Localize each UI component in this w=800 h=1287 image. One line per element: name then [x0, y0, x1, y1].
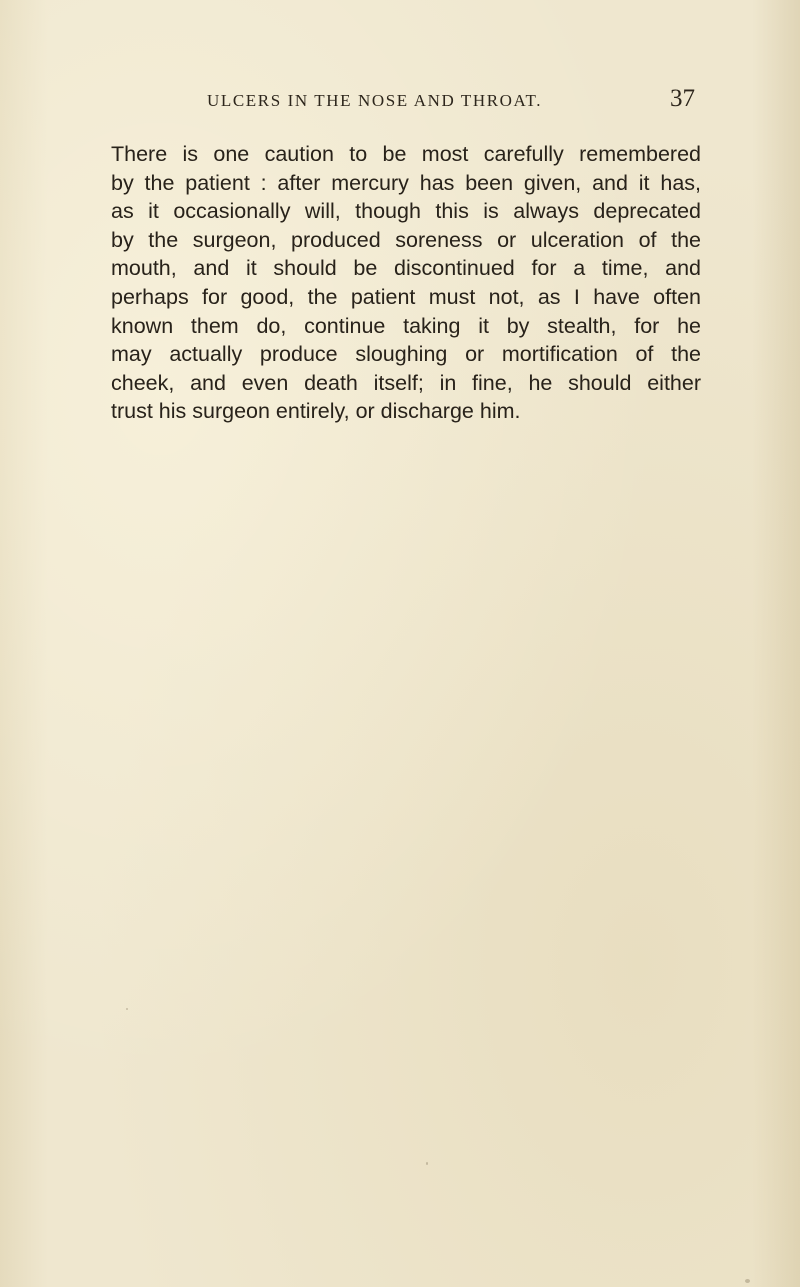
page-number: 37 — [670, 85, 695, 112]
running-title: ULCERS IN THE NOSE AND THROAT. — [207, 91, 543, 110]
paper-speck — [426, 1162, 428, 1165]
running-head — [207, 85, 707, 121]
text-line: cheek, and even death itself; in fine, he should either — [111, 370, 701, 395]
text-line: known them do, continue taking it by stealth, for he — [111, 313, 701, 338]
text-line: may actually produce sloughing or mortification of the — [111, 342, 701, 367]
text-line: perhaps for good, the patient must not, as I have often — [111, 284, 701, 309]
text-line: by the surgeon, produced soreness or ulceration of the — [111, 227, 701, 252]
text-line: by the patient : after mercury has been given, and it has, — [111, 170, 701, 195]
text-line: mouth, and it should be discontinued for a time, and — [111, 256, 701, 281]
text-line: trust his surgeon entirely, or discharge him. — [111, 399, 521, 424]
paper-speck — [745, 1279, 750, 1283]
text-line: as it occasionally will, though this is always deprecated — [111, 199, 701, 224]
text-line: There is one caution to be most carefully remembered — [111, 142, 701, 166]
paper-speck — [126, 1008, 128, 1010]
body-paragraph — [111, 140, 701, 426]
